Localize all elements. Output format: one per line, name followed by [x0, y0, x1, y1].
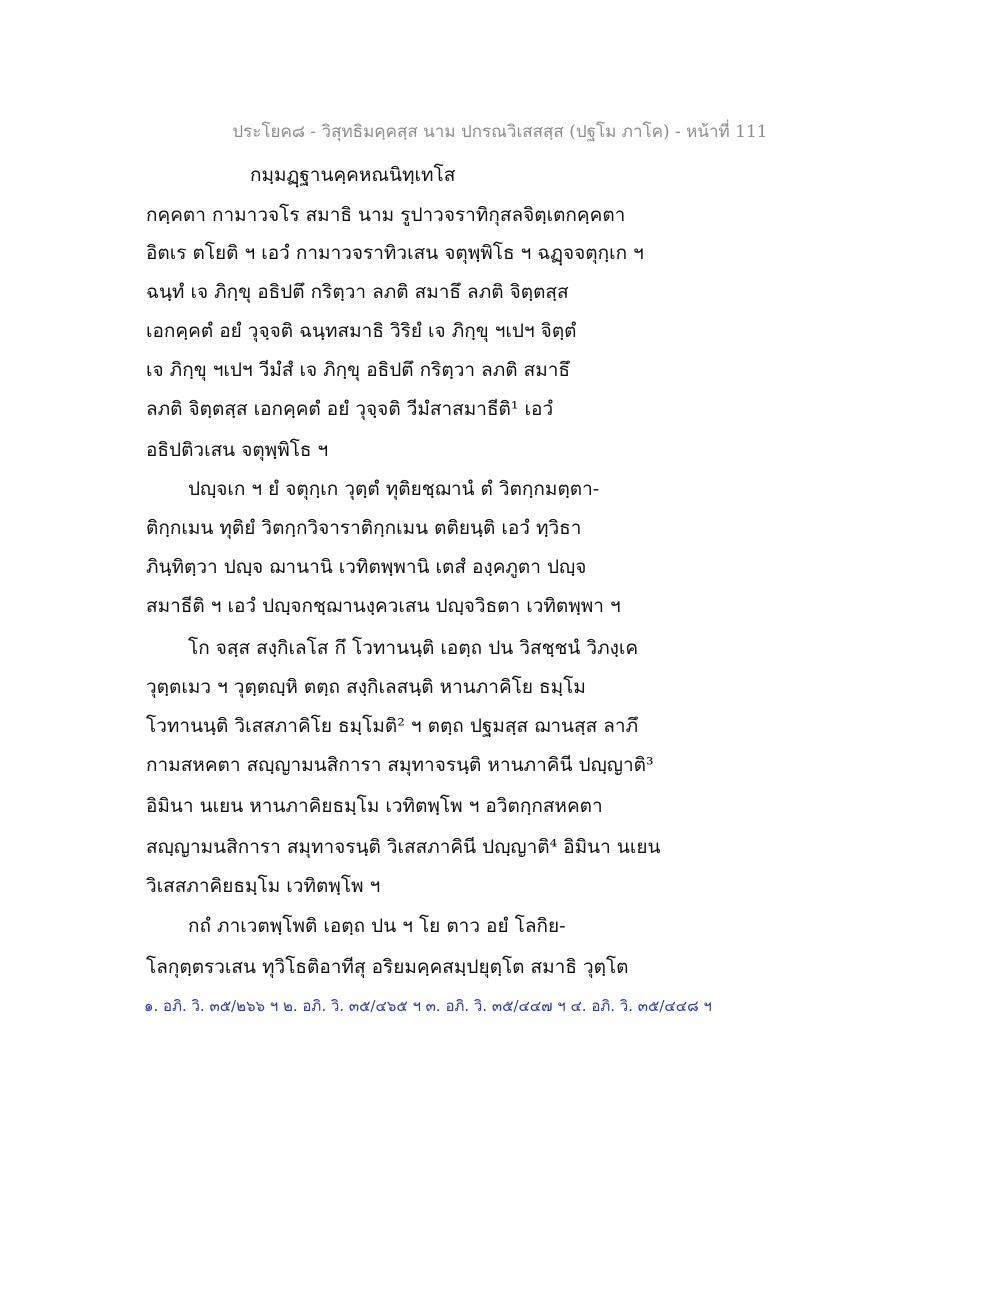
- body-line: อิมินา นเยน หานภาคิยธมฺโม เวทิตพฺโพ ฯ อวิตกฺกสหคตา: [146, 795, 603, 817]
- body-line: ภินฺทิตฺวา ปญฺจ ฌานานิ เวทิตพฺพานิ เตสํ องฺคภูตา ปญฺจ: [146, 556, 587, 578]
- body-line: ปญฺจเก ฯ ยํ จตุกฺเก วุตฺตํ ทุติยชฺฌานํ ตํ วิตกฺกมตฺตา-: [188, 478, 600, 500]
- section-title: กมฺมฏฺฐานคฺคหณนิทฺเทโส: [250, 164, 456, 186]
- body-line: สมาธีติ ฯ เอวํ ปญฺจกชฺฌานงฺควเสน ปญฺจวิธตา เวทิตพฺพา ฯ: [146, 595, 621, 617]
- body-line: กามสหคตา สญฺญามนสิการา สมุทาจรนฺติ หานภาคินี ปญฺญาติ³: [146, 754, 654, 776]
- body-line: โลกุตฺตรวเสน ทุวิโธติอาทีสุ อริยมคฺคสมฺปยุตฺโต สมาธิ วุตฺโต: [146, 956, 629, 978]
- body-line: โก จสฺส สงฺกิเลโส กึ โวทานนฺติ เอตฺถ ปน วิสชฺชนํ วิภงฺเค: [188, 637, 639, 659]
- body-line: อิตเร ตโยติ ฯ เอวํ กามาวจราทิวเสน จตุพฺพิโธ ฯ ฉฏฺจจตุกฺเก ฯ: [146, 242, 644, 264]
- body-line: ลภติ จิตฺตสฺส เอกคฺคตํ อยํ วุจฺจติ วีมํสาสมาธีติ¹ เอวํ: [146, 398, 554, 420]
- body-line: อธิปติวเสน จตุพฺพิโธ ฯ: [146, 439, 329, 461]
- body-line: กคฺคตา กามาวจโร สมาธิ นาม รูปาวจราทิกุสลจิตฺเตกคฺคตา: [146, 204, 626, 226]
- body-line: สญฺญามนสิการา สมุทาจรนฺติ วิเสสภาคินี ปญฺญาติ⁴ อิมินา นเยน: [146, 836, 661, 858]
- body-line: เอกคฺคตํ อยํ วุจฺจติ ฉนฺทสมาธิ วิริยํ เจ ภิกฺขุ ฯเปฯ จิตฺตํ: [146, 320, 577, 342]
- body-line: ฉนฺทํ เจ ภิกฺขุ อธิปตึ กริตฺวา ลภติ สมาธึ ลภติ จิตฺตสฺส: [146, 281, 569, 303]
- body-line: วิเสสภาคิยธมฺโม เวทิตพฺโพ ฯ: [146, 875, 381, 897]
- body-line: วุตฺตเมว ฯ วุตฺตญฺหิ ตตฺถ สงฺกิเลสนฺติ หานภาคิโย ธมฺโม: [146, 676, 586, 698]
- body-line: เจ ภิกฺขุ ฯเปฯ วีมํสํ เจ ภิกฺขุ อธิปตึ กริตฺวา ลภติ สมาธึ: [146, 359, 571, 381]
- footnote: ๑. อภิ. วิ. ๓๕/๒๖๖ ฯ ๒. อภิ. วิ. ๓๕/๔๖๕ ฯ ๓. อภิ. วิ. ๓๕/๔๔๗ ฯ ๔. อภิ. วิ. ๓๕/๔๔๘ ฯ: [144, 997, 712, 1015]
- body-line: กถํ ภาเวตพฺโพติ เอตฺถ ปน ฯ โย ตาว อยํ โลกิย-: [188, 915, 566, 937]
- running-header: ประโยค๘ - วิสุทธิมคฺคสฺส นาม ปกรณวิเสสสฺส (ปฐโม ภาโค) - หน้าที่ 111: [232, 122, 768, 142]
- body-line: โวทานนฺติ วิเสสภาคิโย ธมฺโมติ² ฯ ตตฺถ ปฐมสฺส ฌานสฺส ลาภึ: [146, 715, 639, 737]
- body-line: ติกฺกเมน ทุติยํ วิตกฺกวิจาราติกฺกเมน ตติยนฺติ เอวํ ทฺวิธา: [146, 517, 582, 539]
